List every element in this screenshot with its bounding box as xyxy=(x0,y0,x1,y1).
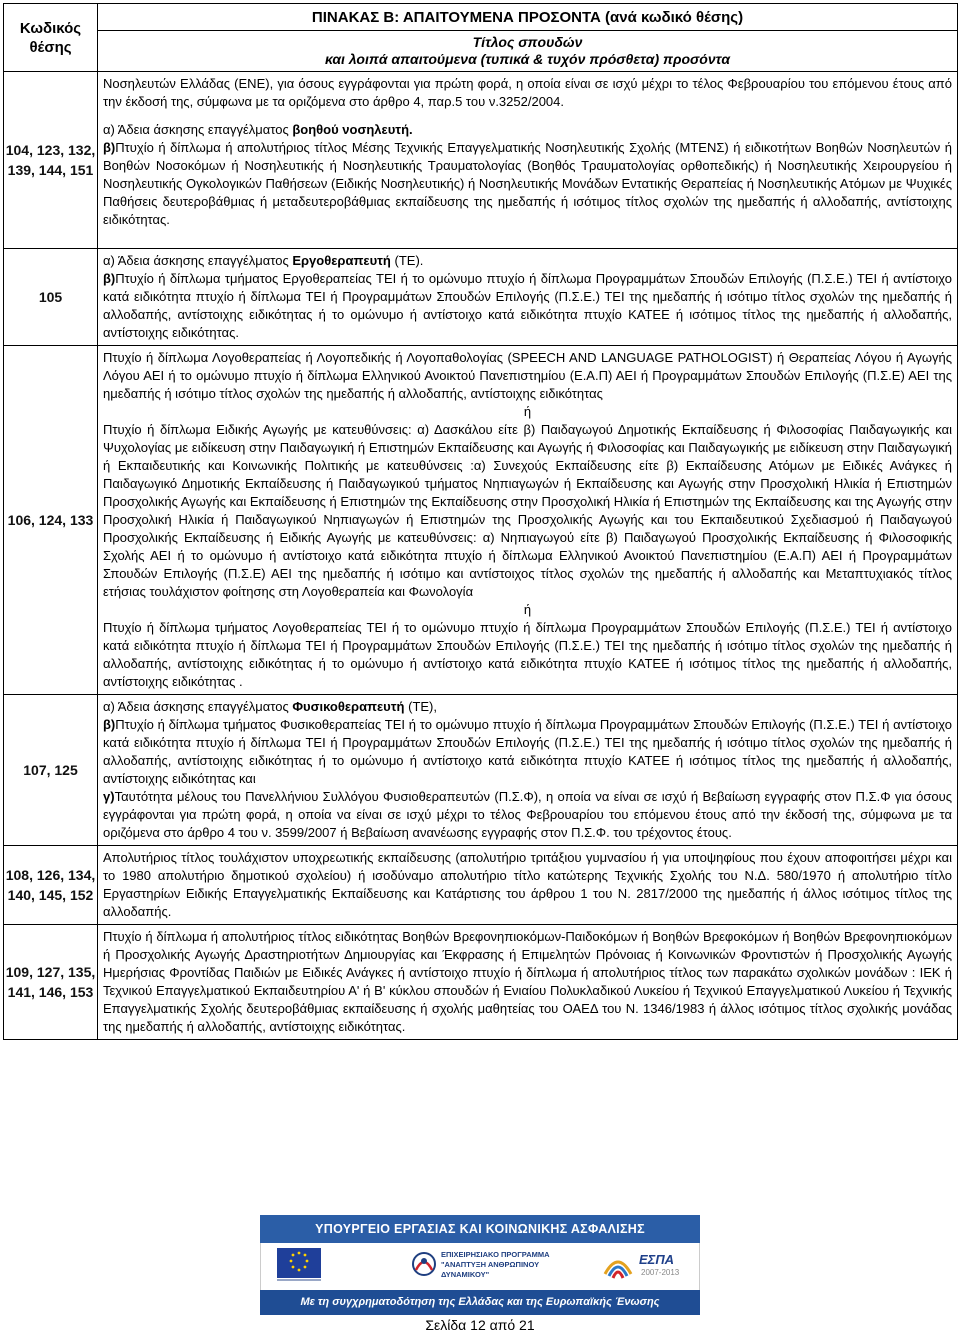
paragraph-text: Πτυχίο ή δίπλωμα ή απολυτήριος τίτλος Μέσης Τεχνικής Επαγγελματικής Νοσηλευτικής Σχολής (ΜΤΕΝΣ) ή ειδικοτήτων Βοηθών Νοσηλευτών ή Βοηθών Νοσοκόμων ή Νοσηλευτικής ή Νοσηλευτικής Τραυματολογίας (Βοηθός Τραυματολογίας ορθοπεδικής) ή Νοσηλευτικής Χειρουργείου ή Νοσηλευτικής Ογκολογικών Παθήσεων (Ειδικής Νοσηλευτικής) ή Νοσηλευτικής Μονάδων Εντατικής Θεραπείας ή Νοσηλευτικής Ατόμων με Ψυχικές Παθήσεις δευτεροβάθμιας ή μεταδευτεροβάθμιας εκπαίδευσης της ημεδαπής ή ισότιμος τίτλος σχολών της ημεδαπής ή αλλοδαπής, αντίστοιχης ειδικότητας. xyxy=(103,140,952,227)
table-row xyxy=(4,249,958,346)
paragraph: β)Πτυχίο ή δίπλωμα τμήματος Εργοθεραπείας ΤΕΙ ή το ομώνυμο πτυχίο ή δίπλωμα Προγραμμάτων Σπουδών Επιλογής (Π.Σ.Ε.) ΤΕΙ ή αντίστοιχο κατά ειδικότητα πτυχίο ή δίπλωμα ΤΕΙ ή Προγραμμάτων Σπουδών Επιλογής (Π.Σ.Ε.) ΤΕΙ της ημεδαπής ή ισότιμο τίτλος σχολών της ημεδαπής ή αλλοδαπής, αντίστοιχης ειδικότητας ή το ομώνυμο ή αντίστοιχο κατά ειδικότητα πτυχίο ΚΑΤΕΕ ή ισότιμος τίτλος της ημεδαπής ή αλλοδαπής, αντίστοιχης ειδικότητας. xyxy=(103,271,952,340)
paragraph: β)Πτυχίο ή δίπλωμα ή απολυτήριος τίτλος Μέσης Τεχνικής Επαγγελματικής Νοσηλευτικής Σχολής (ΜΤΕΝΣ) ή ειδικοτήτων Βοηθών Νοσηλευτών ή Βοηθών Νοσοκόμων ή Νοσηλευτικής ή Νοσηλευτικής Τραυματολογίας (Βοηθός Τραυματολογίας ορθοπεδικής) ή Νοσηλευτικής Χειρουργείου ή Νοσηλευτικής Ογκολογικών Παθήσεων (Ειδικής Νοσηλευτικής) ή Νοσηλευτικής Μονάδων Εντατικής Θεραπείας ή Νοσηλευτικής Ατόμων με Ψυχικές Παθήσεις δευτεροβάθμιας ή μεταδευτεροβάθμιας εκπαίδευσης της ημεδαπής ή ισότιμος τίτλος σχολών της ημεδαπής ή αλλοδαπής, αντίστοιχης ειδικότητας. xyxy=(103,140,952,227)
paragraph: Απολυτήριος τίτλος τουλάχιστον υποχρεωτικής εκπαίδευσης (απολυτήριο τριτάξιου γυμνασίου ή για υποψηφίους που έχουν αποφοιτήσει μέχρι και το 1980 απολυτήριο δημοτικού σχολείου) ή ισοδύναμο απολυτήριο τίτλο κατώτερης Τεχνικής Σχολής του Ν.Δ. 580/1970 ή απολυτήριο τίτλο Εργαστηρίων Ειδικής Επαγγελματικής Εκπαίδευσης και Κατάρτισης του άρθρου 1 του Ν. 2817/2000 της ημεδαπής ή άλλος ισότιμος τίτλος της αλλοδαπής. xyxy=(103,850,952,919)
paragraph: γ)Ταυτότητα μέλους του Πανελλήνιου Συλλόγου Φυσιοθεραπευτών (Π.Σ.Φ), η οποία να είναι σε ισχύ ή Βεβαίωση εγγραφής στον Π.Σ.Φ για όσους εγγράφονται για πρώτη φορά, η οποία να είναι σε ισχύ μέχρι το τέλος Φεβρουαρίου του επόμενου έτους από την έκδοσή της, σύμφωνα με τα οριζόμενα στο άρθρο 4 του ν. 3599/2007 ή Βεβαίωση ανανέωσης εγγραφής στον Π.Σ.Φ. του τρέχοντος έτους. xyxy=(103,789,952,840)
paragraph: Πτυχίο ή δίπλωμα Ειδικής Αγωγής με κατευθύνσεις: α) Δασκάλου είτε β) Παιδαγωγού Δημοτικής Εκπαίδευσης ή Φιλοσοφίας Παιδαγωγικής και Ψυχολογίας με ειδίκευση στην Παιδαγωγική ή Επιστημών Εκπαίδευσης και Αγωγής ή Φιλοσοφίας και Παιδαγωγικής με ειδίκευση στην Παιδαγωγική ή Εκπαιδευτικής και Κοινωνικής Πολιτικής με κατευθύνσεις :α) Συνεχούς Εκπαίδευσης είτε β) Εκπαίδευσης Ατόμων με Ειδικές Ανάγκες ή Παιδαγωγικό Δημοτικής Εκπαίδευσης ή Παιδαγωγικού τμήματος Νηπιαγωγών ή Εκπαίδευσης και Αγωγής στην Προσχολική Ηλικία ή Επιστημών Προσχολικής Αγωγής και Εκπαίδευσης ή Επιστημών της Εκπαίδευσης στην Προσχολική Ηλικία ή Επιστημών της Εκπαίδευσης και της Αγωγής στην Προσχολική Ηλικία ή Παιδαγωγικού Νηπιαγωγών ή Επιστημών της Προσχολικής Αγωγής και του Εκπαιδευτικού Σχεδιασμού ή Παιδαγωγού Προσχολικής Εκπαίδευσης ή Ειδικής Αγωγής με κατευθύνσεις: α) Νηπιαγωγού είτε β) Παιδαγωγού Προσχολικής Εκπαίδευσης ή Φιλοσοφικής Σχολής ΑΕΙ ή το ομώνυμο ή αντίστοιχο κατά ειδικότητα πτυχίο ή δίπλωμα Ελληνικού Ανοικτού Πανεπιστημίου (Ε.Α.Π) ΑΕΙ ή Προγραμμάτων Σπουδών Επιλογής (Π.Σ.Ε) ΑΕΙ της ημεδαπής ή ισότιμο και αντίστοιχος τίτλος σχολών της ημεδαπής ή αλλοδαπής και Μεταπτυχιακός τίτλος ετήσιας τουλάχιστον φοίτησης στη Λογοθεραπεία και Φωνολογία xyxy=(103,422,952,599)
paragraph-text: Ταυτότητα μέλους του Πανελλήνιου Συλλόγου Φυσιοθεραπευτών (Π.Σ.Φ), η οποία να είναι σε ισχύ ή Βεβαίωση εγγραφής στον Π.Σ.Φ για όσους εγγράφονται για πρώτη φορά, η οποία να είναι σε ισχύ μέχρι το τέλος Φεβρουαρίου του επόμενου έτους από την έκδοσή της, σύμφωνα με τα οριζόμενα στο άρθρο 4 του ν. 3599/2007 ή Βεβαίωση ανανέωσης εγγραφής στον Π.Σ.Φ. του τρέχοντος έτους. xyxy=(103,789,952,840)
paragraph: Πτυχίο ή δίπλωμα τμήματος Λογοθεραπείας ΤΕΙ ή το ομώνυμο πτυχίο ή δίπλωμα Προγραμμάτων Σπουδών Επιλογής (Π.Σ.Ε.) ΤΕΙ ή αντίστοιχο κατά ειδικότητα πτυχίο ή δίπλωμα ΤΕΙ ή Προγραμμάτων Σπουδών Επιλογής (Π.Σ.Ε.) ΤΕΙ της ημεδαπής ή ισότιμο τίτλος σχολών της ημεδαπής ή αλλοδαπής, αντίστοιχης ειδικότητας ή το ομώνυμο ή αντίστοιχο κατά ειδικότητα πτυχίο ΚΑΤΕΕ ή ισότιμος τίτλος της ημεδαπής ή αλλοδαπής, αντίστοιχης ειδικότητας . xyxy=(103,620,952,689)
paragraph: α) Άδεια άσκησης επαγγέλματος Εργοθεραπευτή (ΤΕ). xyxy=(103,253,424,268)
ministry-title: ΥΠΟΥΡΓΕΙΟ ΕΡΓΑΣΙΑΣ ΚΑΙ ΚΟΙΝΩΝΙΚΗΣ ΑΣΦΑΛΙΣΗΣ xyxy=(260,1215,700,1243)
eu-flag-icon xyxy=(277,1248,321,1284)
operational-programme-logo xyxy=(411,1248,561,1284)
paragraph: Πτυχίο ή δίπλωμα Λογοθεραπείας ή Λογοπεδικής ή Λογοπαθολογίας (SPEECH AND LANGUAGE PATHOLOGIST) ή Θεραπείας Λόγου ή Αγωγής Λόγου ΑΕΙ ή το ομώνυμο πτυχίο ή δίπλωμα Ελληνικού Ανοικτού Πανεπιστημίου (Ε.Α.Π) ΑΕΙ ή Προγραμμάτων Σπουδών Επιλογής (Π.Σ.Ε) ΑΕΙ της ημεδαπής ή ισότιμο τίτλος σχολών της ημεδαπής ή αλλοδαπής, αντίστοιχης ειδικότητας xyxy=(103,350,952,401)
programme-line1: ΕΠΙΧΕΙΡΗΣΙΑΚΟ ΠΡΟΓΡΑΜΜΑ xyxy=(441,1250,550,1259)
paragraph-text: Πτυχίο ή δίπλωμα τμήματος Εργοθεραπείας ΤΕΙ ή το ομώνυμο πτυχίο ή δίπλωμα Προγραμμάτων Σπουδών Επιλογής (Π.Σ.Ε.) ΤΕΙ ή αντίστοιχο κατά ειδικότητα πτυχίο ή δίπλωμα ΤΕΙ ή Προγραμμάτων Σπουδών Επιλογής (Π.Σ.Ε.) ΤΕΙ της ημεδαπής ή ισότιμο τίτλος σχολών της ημεδαπής ή αλλοδαπής, αντίστοιχης ειδικότητας ή το ομώνυμο ή αντίστοιχο κατά ειδικότητα πτυχίο ΚΑΤΕΕ ή ισότιμος τίτλος της ημεδαπής ή αλλοδαπής, αντίστοιχης ειδικότητας. xyxy=(103,271,952,340)
qualifications-cell xyxy=(98,72,958,249)
position-code: 104, 123, 132, 139, 144, 151 xyxy=(4,72,98,249)
requirements-table xyxy=(3,3,958,1040)
title-column-header-line2: και λοιπά απαιτούμενα (τυπικά & τυχόν πρόσθετα) προσόντα xyxy=(324,51,731,67)
programme-line2: "ΑΝΑΠΤΥΞΗ ΑΝΘΡΩΠΙΝΟΥ ΔΥΝΑΜΙΚΟΥ" xyxy=(441,1260,540,1279)
cofunding-motto: Με τη συγχρηματοδότηση της Ελλάδας και της Ευρωπαϊκής Ένωσης xyxy=(260,1290,700,1315)
espa-label: ΕΣΠΑ xyxy=(639,1252,675,1267)
paragraph: Πτυχίο ή δίπλωμα ή απολυτήριος τίτλος ειδικότητας Βοηθών Βρεφονηπιοκόμων-Παιδοκόμων ή Βοηθών Βρεφοκόμων ή Βοηθών Βρεφονηπιοκόμων ή Προσχολικής Αγωγής Δραστηριοτήτων Δημιουργίας και Έκφρασης ή Επιμελητών Πρόνοιας ή Κοινωνικών Φροντιστών ή Προσχολικής Αγωγής Ημερήσιας Φροντίδας Παιδιών με Ειδικές Ανάγκες ή αντίστοιχο πτυχίο ή δίπλωμα ή απολυτήριος τίτλος των παρακάτω σχολικών μονάδων : ΙΕΚ ή Τεχνικού Επαγγελματικού Εκπαιδευτηρίου Α' ή Β' κύκλου σπουδών ή Ενιαίου Πολυκλαδικού Λυκείου ή Τεχνικού Επαγγελματικού Λυκείου ή Τεχνικής Επαγγελματικής Σχολής δευτεροβάθμιας εκπαίδευσης ή σχολής μαθητείας του ΟΑΕΔ του Ν. 1346/1983 ή άλλος ισότιμος τίτλος σχολικής μονάδας της ημεδαπής ή αλλοδαπής, αντίστοιχης ειδικότητας. xyxy=(103,929,952,1034)
table-row xyxy=(4,346,958,695)
programme-emblem-icon xyxy=(411,1248,437,1282)
position-code: 109, 127, 135, 141, 146, 153 xyxy=(4,925,98,1040)
table-header-row xyxy=(4,4,958,31)
qualifications-cell xyxy=(98,925,958,1040)
position-code: 106, 124, 133 xyxy=(4,346,98,695)
espa-logo xyxy=(601,1248,681,1284)
page-number: Σελίδα 12 από 21 xyxy=(425,1317,535,1333)
funding-banner xyxy=(260,1215,700,1315)
table-row xyxy=(4,72,958,249)
espa-emblem-icon xyxy=(601,1248,635,1282)
paragraph-text: Πτυχίο ή δίπλωμα τμήματος Φυσικοθεραπείας ΤΕΙ ή το ομώνυμο πτυχίο ή δίπλωμα Προγραμμάτων Σπουδών Επιλογής (Π.Σ.Ε.) ΤΕΙ ή αντίστοιχο κατά ειδικότητα πτυχίο ή δίπλωμα ΤΕΙ ή Προγραμμάτων Σπουδών Επιλογής (Π.Σ.Ε.) ΤΕΙ της ημεδαπής ή ισότιμο τίτλος σχολών της ημεδαπής ή αλλοδαπής, αντίστοιχης ειδικότητας ή το ομώνυμο ή αντίστοιχο κατά ειδικότητα πτυχίο ΚΑΤΕΕ ή ισότιμος τίτλος της ημεδαπής ή αλλοδαπής, αντίστοιχης ειδικότητας και xyxy=(103,717,952,786)
logos-strip xyxy=(260,1243,700,1290)
table-title: ΠΙΝΑΚΑΣ Β: ΑΠΑΙΤΟΥΜΕΝΑ ΠΡΟΣΟΝΤΑ (ανά κωδικό θέσης) xyxy=(98,4,958,31)
title-column-header-line1: Τίτλος σπουδών xyxy=(472,34,583,50)
paragraph: Νοσηλευτών Ελλάδας (ΕΝΕ), για όσους εγγράφονται για πρώτη φορά, η οποία είναι σε ισχύ μέχρι το τέλος Φεβρουαρίου του επόμενου έτους από την έκδοσή της, σύμφωνα με τα οριζόμενα στο άρθρο 4, παρ.5 του ν.3252/2004. xyxy=(103,76,952,109)
qualifications-cell xyxy=(98,249,958,346)
paragraph-or: ή xyxy=(523,404,532,419)
qualifications-cell xyxy=(98,695,958,846)
qualifications-cell xyxy=(98,346,958,695)
position-code: 105 xyxy=(4,249,98,346)
paragraph: α) Άδεια άσκησης επαγγέλματος Φυσικοθεραπευτή (ΤΕ), xyxy=(103,699,437,714)
programme-text xyxy=(441,1250,561,1280)
bold-term: βοηθού νοσηλευτή. xyxy=(292,122,413,137)
position-code: 108, 126, 134, 140, 145, 152 xyxy=(4,846,98,925)
table-row xyxy=(4,925,958,1040)
code-column-header: Κωδικός θέσης xyxy=(4,4,98,72)
position-code: 107, 125 xyxy=(4,695,98,846)
title-column-header xyxy=(98,31,958,72)
table-subheader-row xyxy=(4,31,958,72)
paragraph: β)Πτυχίο ή δίπλωμα τμήματος Φυσικοθεραπείας ΤΕΙ ή το ομώνυμο πτυχίο ή δίπλωμα Προγραμμάτων Σπουδών Επιλογής (Π.Σ.Ε.) ΤΕΙ ή αντίστοιχο κατά ειδικότητα πτυχίο ή δίπλωμα ΤΕΙ ή Προγραμμάτων Σπουδών Επιλογής (Π.Σ.Ε.) ΤΕΙ της ημεδαπής ή ισότιμο τίτλος σχολών της ημεδαπής ή αλλοδαπής, αντίστοιχης ειδικότητας ή το ομώνυμο ή αντίστοιχο κατά ειδικότητα πτυχίο ΚΑΤΕΕ ή ισότιμος τίτλος της ημεδαπής ή αλλοδαπής, αντίστοιχης ειδικότητας και xyxy=(103,717,952,786)
bold-term: Φυσικοθεραπευτή xyxy=(292,699,405,714)
espa-years: 2007-2013 xyxy=(641,1268,680,1277)
paragraph-or: ή xyxy=(523,602,532,617)
qualifications-cell xyxy=(98,846,958,925)
table-row xyxy=(4,846,958,925)
paragraph: α) Άδεια άσκησης επαγγέλματος βοηθού νοσηλευτή. xyxy=(103,122,413,137)
table-row xyxy=(4,695,958,846)
bold-term: Εργοθεραπευτή xyxy=(292,253,391,268)
